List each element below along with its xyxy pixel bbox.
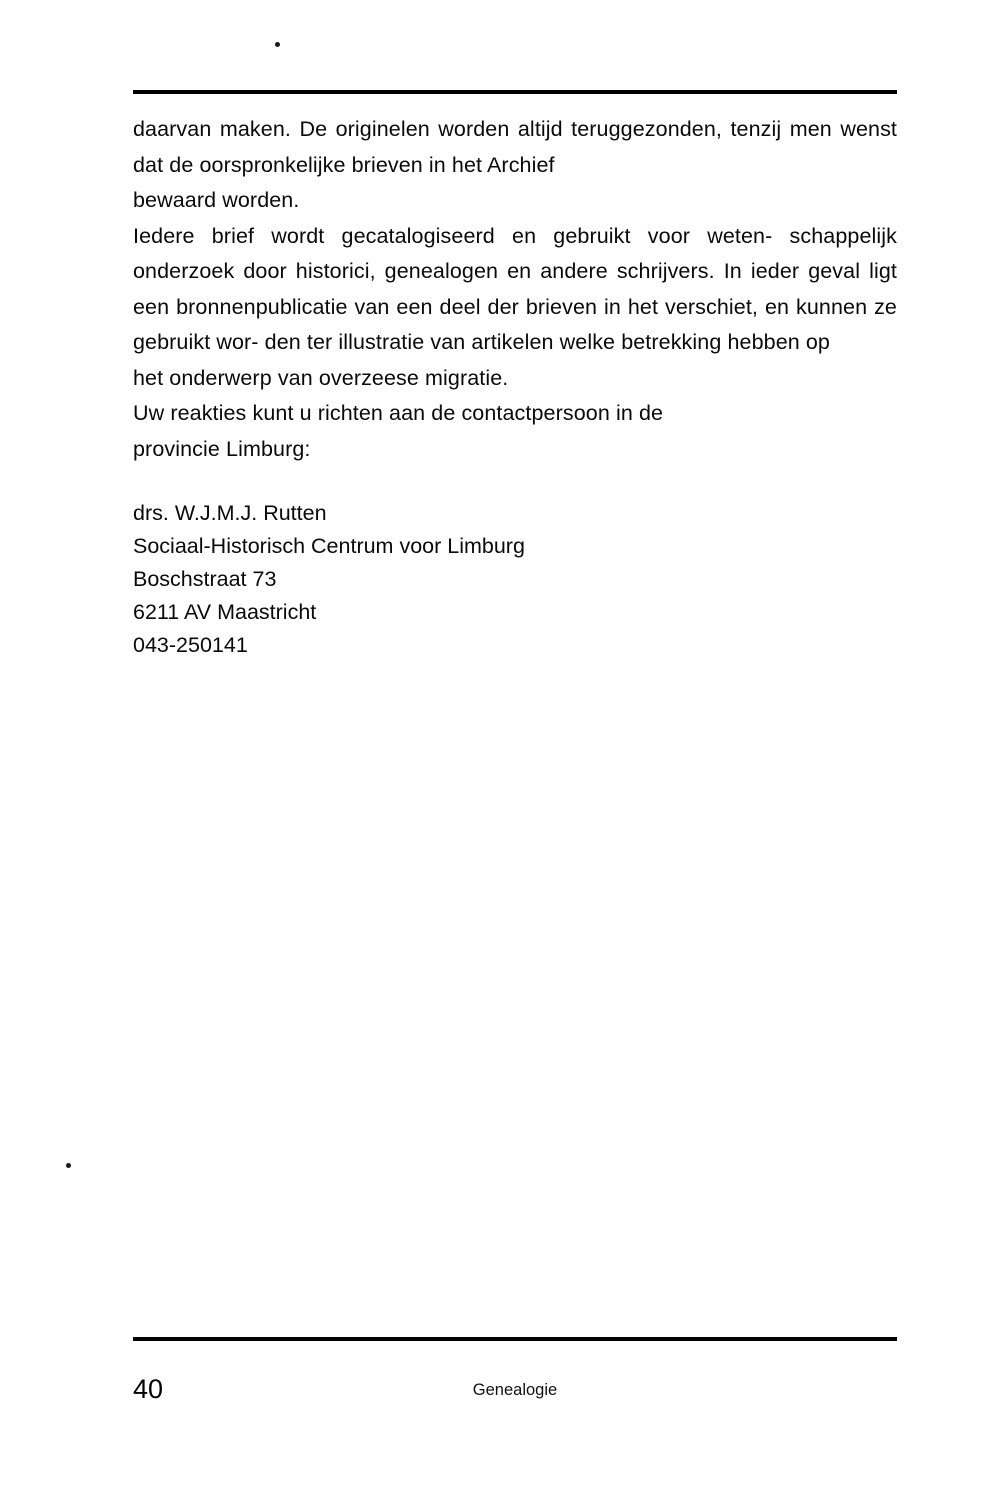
contact-phone: 043-250141 [133,633,248,657]
paragraph-2-line-2: schappelijk onderzoek door historici, genealogen en andere [133,223,897,283]
contact-city: 6211 AV Maastricht [133,600,317,624]
paragraph-2-line-1: Iedere brief wordt gecatalogiseerd en gebruikt voor weten- [133,223,773,248]
paragraph-2 [133,219,897,397]
paragraph-2-line-6: het onderwerp van overzeese migratie. [133,365,509,390]
paragraph-1-line-1: daarvan maken. De originelen worden altijd teruggezonden, [133,117,722,141]
page-body [133,112,897,662]
paragraph-3 [133,396,897,467]
scan-artifact-speck-top [275,42,280,47]
footer-publication-title: Genealogie [472,1381,558,1399]
paragraph-2-line-4: deel der brieven in het verschiet, en kunnen ze gebruikt wor- [133,294,897,354]
scan-artifact-speck-left [66,1163,71,1168]
paragraph-1-line-3: bewaard worden. [133,188,300,212]
contact-address-block [133,497,897,662]
page-footer [133,1372,897,1412]
contact-street: Boschstraat 73 [133,567,277,591]
header-rule [133,90,897,94]
paragraph-spacer [133,467,897,497]
paragraph-1-line-2: tenzij men wenst dat de oorspronkelijke brieven in het Archief [133,117,898,177]
page-number: 40 [133,1374,164,1404]
paragraph-2-line-3: schrijvers. In ieder geval ligt een bronnenpublicatie van een [133,259,897,319]
paragraph-1 [133,112,897,219]
footer-rule [133,1337,897,1341]
paragraph-3-line-2: provincie Limburg: [133,436,311,461]
paragraph-2-line-5: den ter illustratie van artikelen welke betrekking hebben op [264,330,830,354]
paragraph-3-line-1: Uw reakties kunt u richten aan de contactpersoon in de [133,401,664,425]
contact-organisation: Sociaal-Historisch Centrum voor Limburg [133,534,525,558]
contact-name: drs. W.J.M.J. Rutten [133,501,327,525]
